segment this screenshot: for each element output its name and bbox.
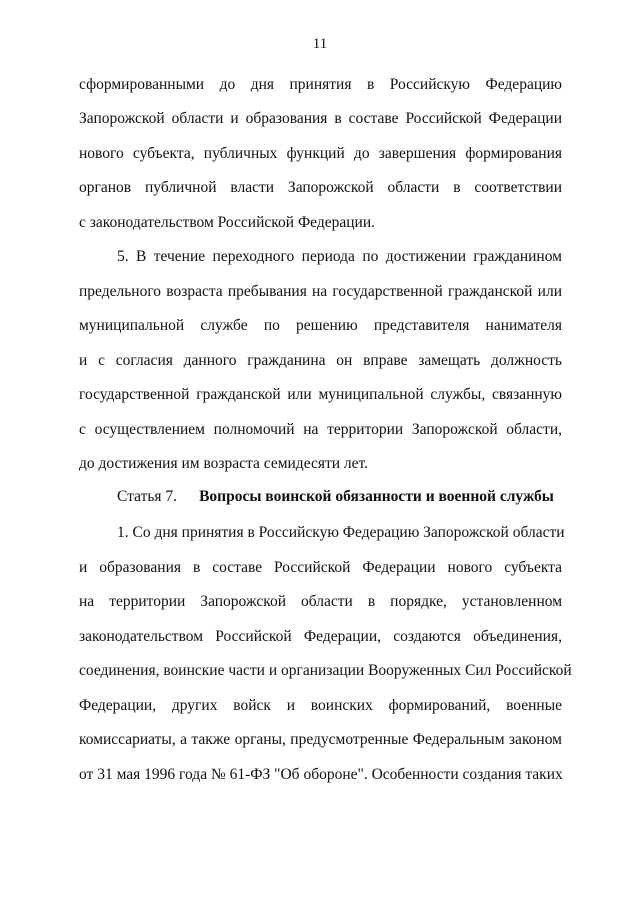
text-line: нового субъекта, публичных функций до завершения формирования [79, 145, 562, 162]
article-heading [117, 488, 554, 506]
text-line: от 31 мая 1996 года № 61-ФЗ "Об обороне". Особенности создания таких [79, 766, 563, 783]
paragraph-first-line: 1. Со дня принятия в Российскую Федерацию Запорожской области [117, 524, 565, 541]
text-line: и с согласия данного гражданина он вправе замещать должность [79, 352, 562, 369]
text-line: государственной гражданской или муниципальной службы, связанную [79, 386, 562, 403]
paragraph-first-line: 5. В течение переходного периода по достижении гражданином [117, 248, 562, 265]
article-title: Вопросы воинской обязанности и военной службы [199, 488, 554, 505]
text-line: Федерации, других войск и воинских формирований, военные [79, 697, 562, 714]
text-line-last: до достижения им возраста семидесяти лет. [79, 455, 369, 472]
text-line: муниципальной службе по решению представителя нанимателя [79, 317, 562, 334]
text-line: соединения, воинские части и организации Вооруженных Сил Российской [79, 662, 572, 679]
text-line: органов публичной власти Запорожской области в соответствии [79, 179, 562, 196]
text-line-last: с законодательством Российской Федерации. [79, 214, 376, 231]
page-number: 11 [312, 36, 328, 52]
text-line: Запорожской области и образования в составе Российской Федерации [79, 110, 562, 127]
text-line: и образования в составе Российской Федерации нового субъекта [79, 559, 562, 576]
text-line: сформированными до дня принятия в Российскую Федерацию [79, 76, 562, 93]
text-line: предельного возраста пребывания на государственной гражданской или [79, 283, 562, 300]
text-line: комиссариаты, а также органы, предусмотренные Федеральным законом [79, 731, 562, 748]
article-label: Статья 7. [117, 488, 178, 505]
text-line: с осуществлением полномочий на территории Запорожской области, [79, 421, 562, 438]
text-line: законодательством Российской Федерации, создаются объединения, [79, 628, 562, 645]
text-line: на территории Запорожской области в порядке, установленном [79, 593, 562, 610]
